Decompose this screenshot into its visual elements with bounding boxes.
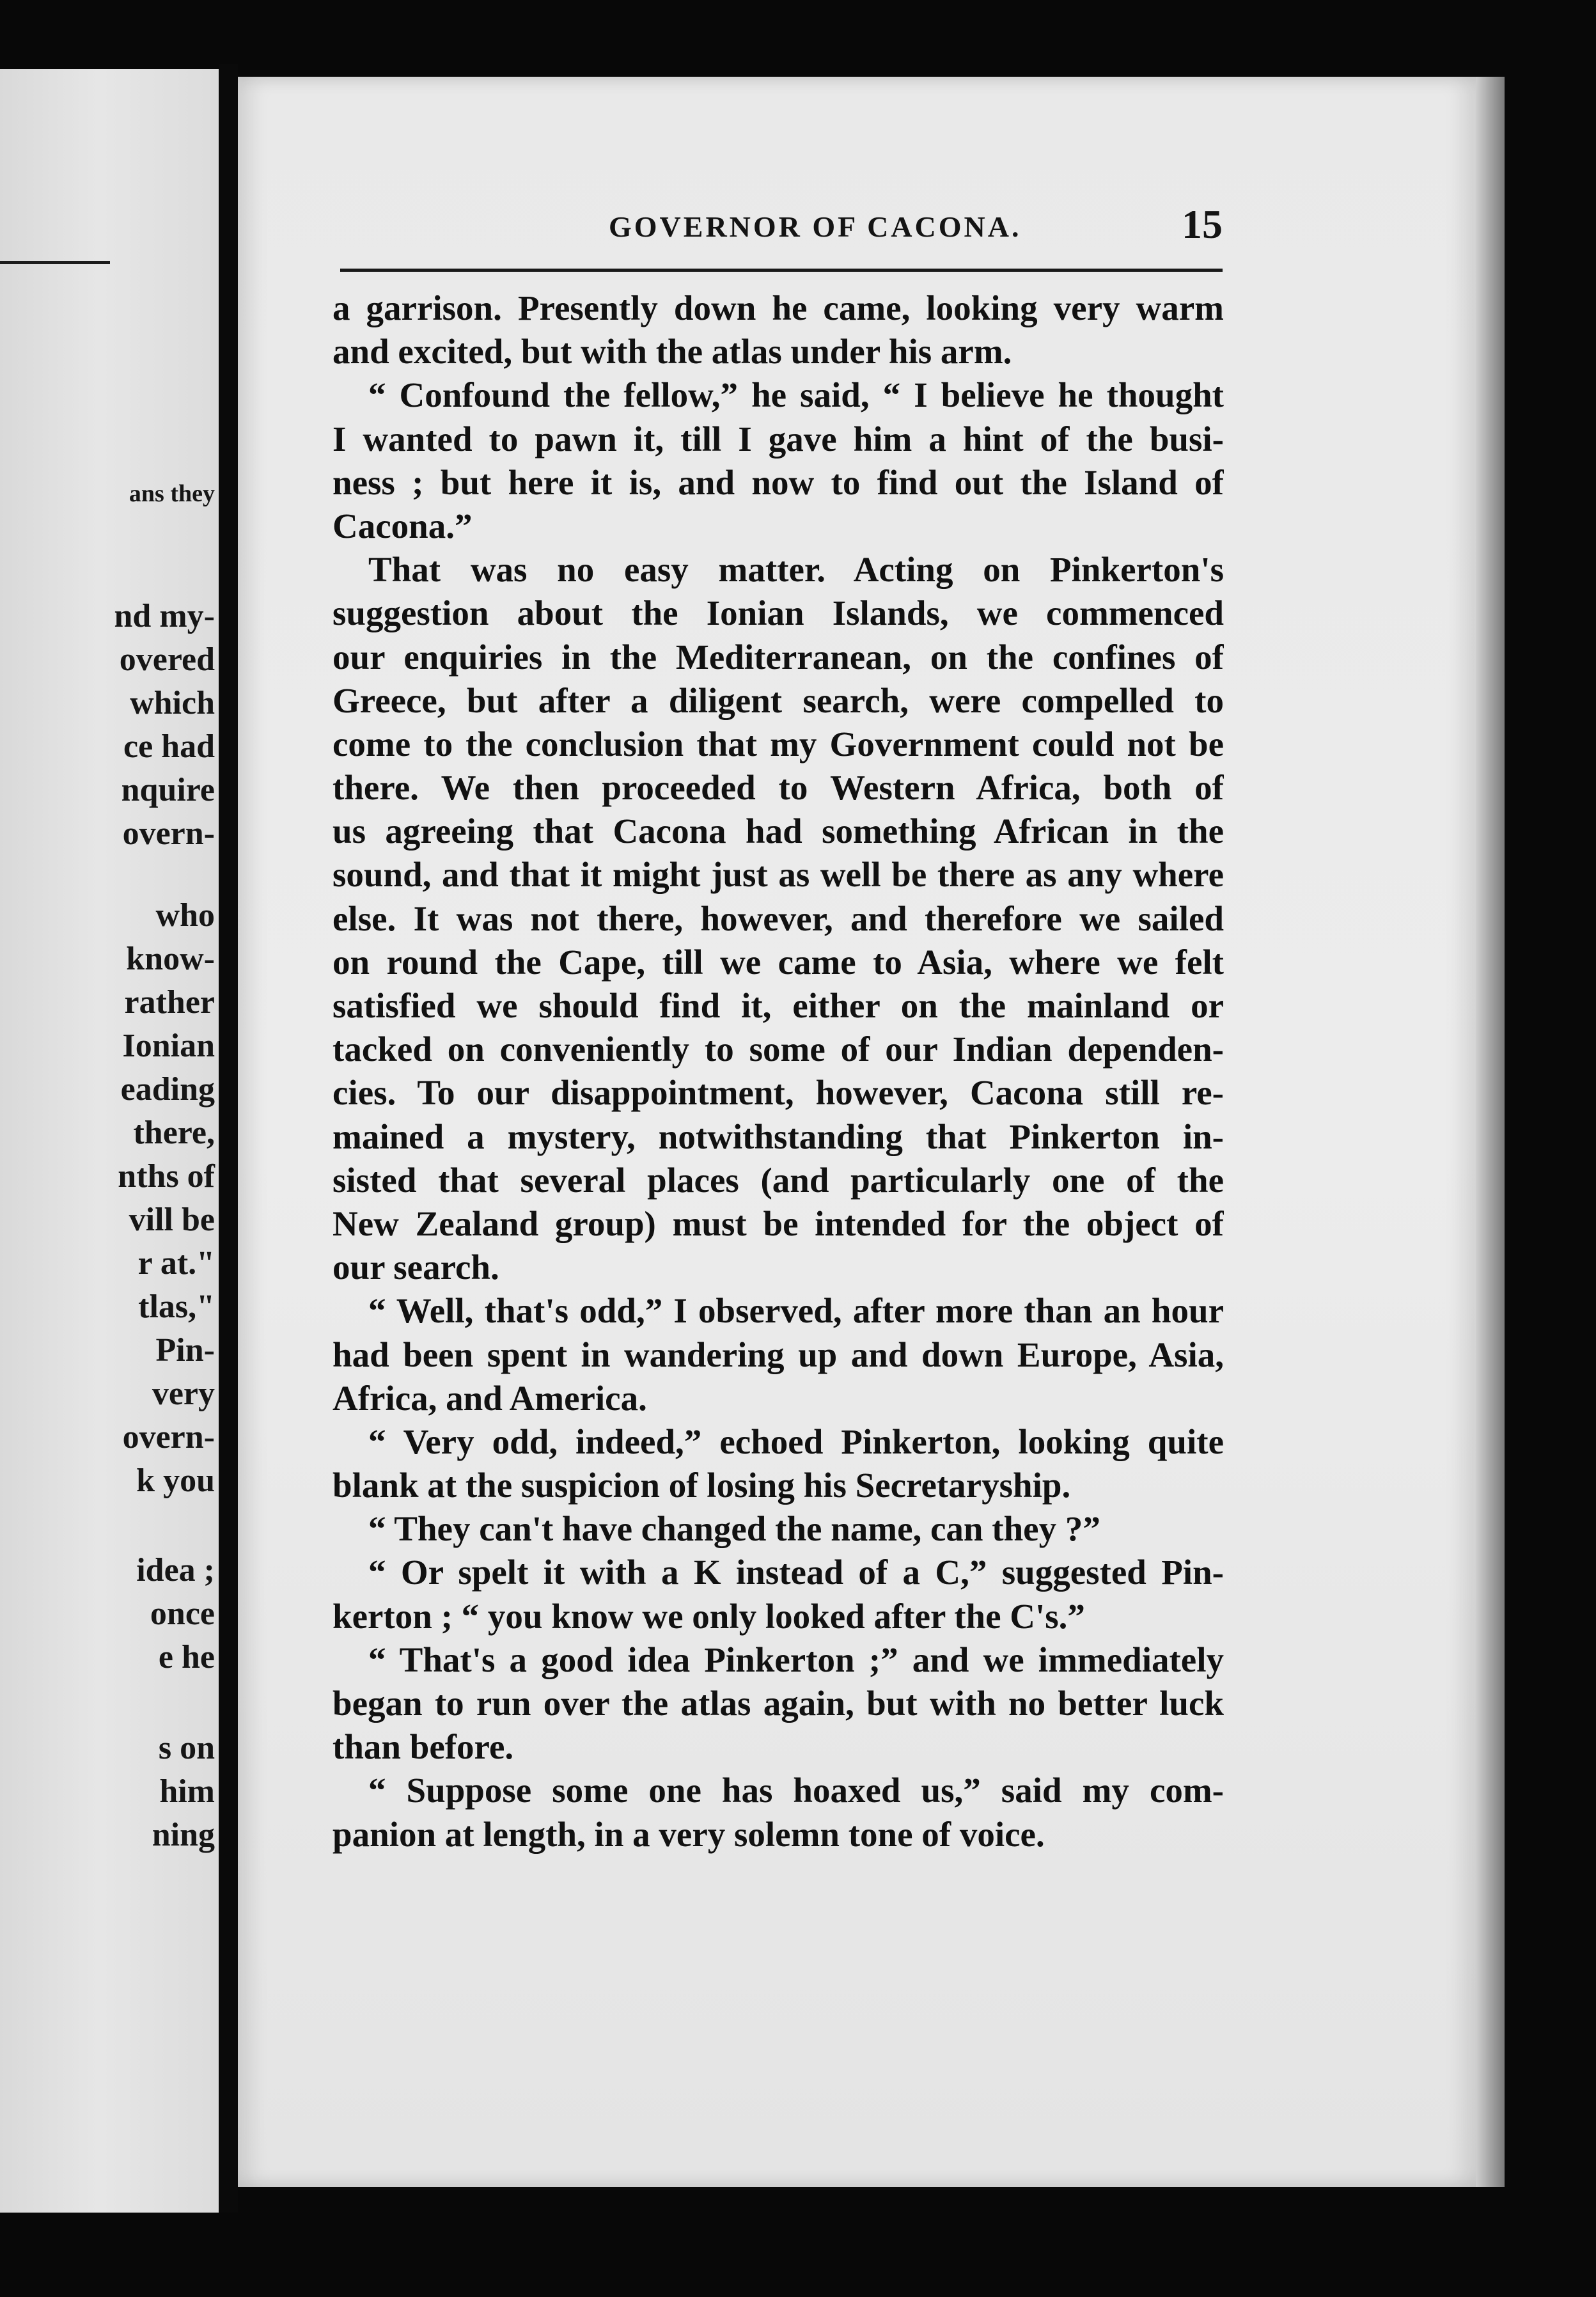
page-number: 15 [1182,201,1223,247]
book-gutter [219,64,238,2213]
text-line: come to the conclusion that my Government could not be [332,724,1224,764]
text-line: there. We then proceeded to Western Africa, both of [332,768,1224,808]
facing-page-fragment: overn- [122,815,215,852]
text-line: a garrison. Presently down he came, looking very warm [332,288,1224,327]
text-line: “ That's a good idea Pinkerton ;” and we immediately [368,1640,1224,1679]
header-rule [340,269,1223,272]
text-line: “ Or spelt it with a K instead of a C,” suggested Pin- [368,1553,1224,1592]
page-body-text [332,286,1224,1856]
text-line: “ Well, that's odd,” I observed, after more than an hour [368,1291,1224,1331]
facing-page-fragment: who [155,897,215,934]
text-line: satisfied we should find it, either on the mainland or [332,986,1224,1025]
text-line: us agreeing that Cacona had something African in the [332,811,1224,851]
facing-page-fragment: ce had [123,728,215,765]
text-line: began to run over the atlas again, but with no better luck [332,1684,1224,1723]
text-line: That was no easy matter. Acting on Pinkerton's [368,550,1224,590]
facing-page-fragment: nd my- [114,598,215,634]
text-line: “ Suppose some one has hoaxed us,” said my com- [368,1771,1224,1810]
facing-page-fragment: know- [126,941,215,977]
facing-page-edge [0,69,219,2213]
text-line: panion at length, in a very solemn tone of voice. [332,1814,1045,1854]
facing-page-fragment: overed [119,641,215,678]
text-line: kerton ; “ you know we only looked after the C's.” [332,1596,1085,1636]
text-line: “ Confound the fellow,” he said, “ I believe he thought [368,375,1224,415]
text-line: mained a mystery, notwithstanding that Pinkerton in- [332,1117,1224,1156]
facing-page-fragment: very [152,1376,215,1412]
text-line: Greece, but after a diligent search, were compelled to [332,680,1224,720]
facing-page-fragment: which [130,685,215,721]
facing-page-header-rule [0,261,110,264]
facing-page-fragment: eading [120,1071,215,1108]
facing-page-fragment: nths of [118,1158,215,1195]
running-head: GOVERNOR OF CACONA. [609,210,1022,243]
facing-page-fragment: ning [152,1817,215,1853]
facing-page-fragment: vill be [129,1202,215,1238]
text-line: our search. [332,1248,499,1287]
facing-page-fragment: k you [136,1462,215,1499]
text-line: had been spent in wandering up and down Europe, Asia, [332,1335,1224,1374]
facing-page-fragment: once [150,1595,215,1632]
facing-page-fragment: nquire [121,772,215,808]
page-edge-shadow [1476,77,1505,2187]
text-line: tacked on conveniently to some of our Indian dependen- [332,1030,1224,1069]
text-line: cies. To our disappointment, however, Cacona still re- [332,1073,1224,1113]
facing-page-fragment: him [159,1773,215,1810]
text-line: “ Very odd, indeed,” echoed Pinkerton, looking quite [368,1422,1224,1461]
facing-page-fragment: tlas," [138,1289,215,1325]
facing-page-fragment: s on [158,1730,215,1766]
text-line: sound, and that it might just as well be there as any where [332,855,1224,895]
facing-page-fragment: r at." [137,1245,215,1282]
text-line: I wanted to pawn it, till I gave him a hint of the busi- [332,419,1224,459]
facing-page-fragment: e he [158,1639,215,1675]
text-line: ness ; but here it is, and now to find out the Island of [332,462,1224,502]
text-line: suggestion about the Ionian Islands, we commenced [332,593,1224,633]
text-line: else. It was not there, however, and therefore we sailed [332,898,1224,938]
facing-page-fragment: overn- [122,1419,215,1455]
page-header [340,201,1223,256]
facing-page-fragment: Pin- [155,1332,215,1368]
facing-page-fragment: rather [124,984,215,1021]
text-line: Africa, and America. [332,1378,647,1418]
text-line: and excited, but with the atlas under his arm. [332,332,1012,372]
text-line: Cacona.” [332,506,473,545]
text-line: New Zealand group) must be intended for the object of [332,1203,1224,1243]
text-line: blank at the suspicion of losing his Secretaryship. [332,1466,1071,1505]
facing-page-fragment: there, [133,1115,215,1151]
text-line: on round the Cape, till we came to Asia, where we felt [332,942,1224,982]
facing-page-fragment: Ionian [122,1028,215,1064]
text-line: sisted that several places (and particularly one of the [332,1160,1224,1200]
text-line: “ They can't have changed the name, can they ?” [368,1509,1100,1549]
facing-page-fragment: idea ; [136,1552,215,1588]
text-line: than before. [332,1727,514,1767]
text-line: our enquiries in the Mediterranean, on the confines of [332,637,1224,677]
facing-page-fragment: ans they [129,480,215,507]
